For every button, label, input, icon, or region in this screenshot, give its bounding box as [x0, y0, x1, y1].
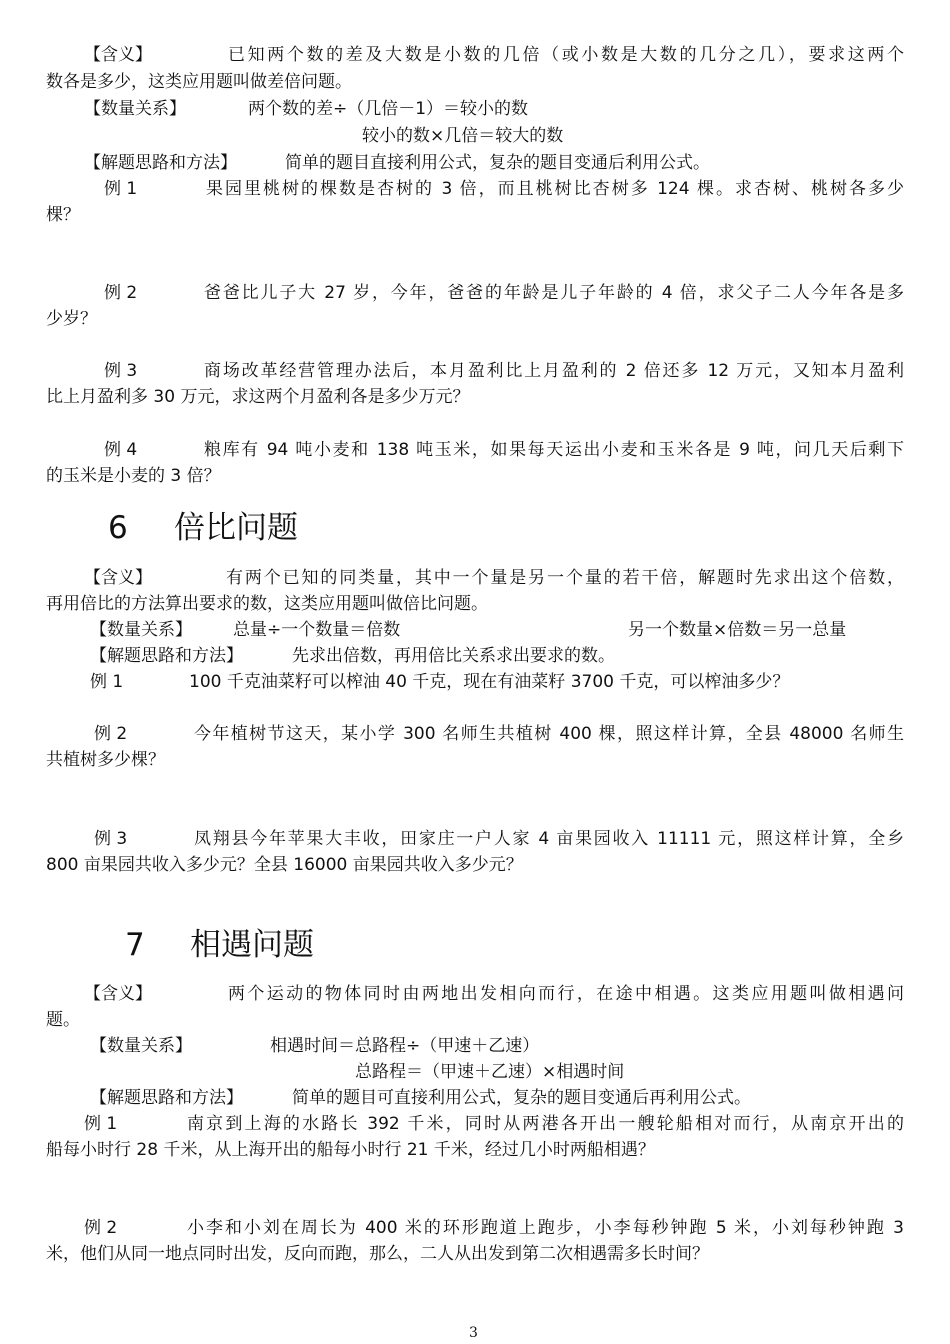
- s6-def-line2: 再用倍比的方法算出要求的数，这类应用题叫做倍比问题。: [46, 594, 488, 614]
- s6-rel-formula2: 另一个数量×倍数＝另一总量: [628, 620, 847, 640]
- s6-def-label: 【含义】: [84, 568, 152, 588]
- s7-method-label: 【解题思路和方法】: [90, 1088, 243, 1108]
- s7-heading-title: 相遇问题: [190, 927, 314, 963]
- s5-method-label: 【解题思路和方法】: [84, 153, 237, 173]
- s5-def-line2: 数各是多少，这类应用题叫做差倍问题。: [46, 72, 352, 92]
- s5-ex1-line1: 果园里桃树的棵数是杏树的 3 倍，而且桃树比杏树多 124 棵。求杏树、桃树各多少: [206, 179, 904, 199]
- s5-ex2-label: 例 2: [104, 283, 138, 303]
- s6-method-label: 【解题思路和方法】: [90, 646, 243, 666]
- s7-method-text: 简单的题目可直接利用公式，复杂的题目变通后再利用公式。: [292, 1088, 751, 1108]
- s6-method-text: 先求出倍数，再用倍比关系求出要求的数。: [292, 646, 615, 666]
- s6-rel-formula1: 总量÷一个数量＝倍数: [233, 620, 401, 640]
- s5-ex3-label: 例 3: [104, 361, 138, 381]
- s7-def-line1: 两个运动的物体同时由两地出发相向而行，在途中相遇。这类应用题叫做相遇问: [228, 984, 904, 1004]
- s6-rel-label: 【数量关系】: [90, 620, 192, 640]
- s7-ex1-line2: 船每小时行 28 千米，从上海开出的船每小时行 21 千米，经过几小时两船相遇？: [46, 1140, 655, 1160]
- s6-ex3-line2: 800 亩果园共收入多少元？全县 16000 亩果园共收入多少元？: [46, 855, 523, 875]
- s6-def-line1: 有两个已知的同类量，其中一个量是另一个量的若干倍，解题时先求出这个倍数，: [226, 568, 904, 588]
- s6-ex1-label: 例 1: [90, 672, 124, 692]
- s5-ex2-line1: 爸爸比儿子大 27 岁，今年，爸爸的年龄是儿子年龄的 4 倍，求父子二人今年各是多: [204, 283, 904, 303]
- s6-ex1-line1: 100 千克油菜籽可以榨油 40 千克，现在有油菜籽 3700 千克，可以榨油多少？: [189, 672, 790, 692]
- s7-rel-formula1: 相遇时间＝总路程÷（甲速＋乙速）: [270, 1036, 540, 1056]
- s5-rel-formula2: 较小的数×几倍＝较大的数: [362, 126, 564, 146]
- s7-heading-number: 7: [125, 927, 145, 963]
- s5-ex1-line2: 棵？: [46, 205, 80, 225]
- s6-ex3-label: 例 3: [94, 829, 128, 849]
- s5-ex2-line2: 少岁？: [46, 309, 97, 329]
- s6-heading-number: 6: [108, 510, 128, 546]
- s5-def-line1: 已知两个数的差及大数是小数的几倍（或小数是大数的几分之几），要求这两个: [228, 45, 904, 65]
- s5-ex3-line1: 商场改革经营管理办法后，本月盈利比上月盈利的 2 倍还多 12 万元，又知本月盈利: [204, 361, 904, 381]
- s5-ex4-label: 例 4: [104, 440, 138, 460]
- s7-rel-formula2: 总路程＝（甲速＋乙速）×相遇时间: [355, 1062, 625, 1082]
- s5-ex1-label: 例 1: [104, 179, 138, 199]
- s6-ex2-line1: 今年植树节这天，某小学 300 名师生共植树 400 棵，照这样计算，全县 48000 名师生: [194, 724, 904, 744]
- s5-rel-label: 【数量关系】: [84, 99, 186, 119]
- s7-ex2-line1: 小李和小刘在周长为 400 米的环形跑道上跑步，小李每秒钟跑 5 米，小刘每秒钟跑 3: [187, 1218, 904, 1238]
- s7-ex1-line1: 南京到上海的水路长 392 千米，同时从两港各开出一艘轮船相对而行，从南京开出的: [187, 1114, 904, 1134]
- s5-rel-formula1: 两个数的差÷（几倍－1）＝较小的数: [248, 99, 529, 119]
- s6-ex3-line1: 凤翔县今年苹果大丰收，田家庄一户人家 4 亩果园收入 11111 元，照这样计算，全乡: [194, 829, 904, 849]
- s6-ex2-line2: 共植树多少棵？: [46, 750, 165, 770]
- s7-rel-label: 【数量关系】: [90, 1036, 192, 1056]
- s7-ex1-label: 例 1: [84, 1114, 118, 1134]
- s7-def-line2: 题。: [46, 1010, 80, 1030]
- s5-ex4-line2: 的玉米是小麦的 3 倍？: [46, 466, 221, 486]
- s6-heading-title: 倍比问题: [174, 510, 298, 546]
- s7-ex2-label: 例 2: [84, 1218, 118, 1238]
- page-number: 3: [469, 1325, 478, 1341]
- s5-def-label: 【含义】: [84, 45, 152, 65]
- s5-ex4-line1: 粮库有 94 吨小麦和 138 吨玉米，如果每天运出小麦和玉米各是 9 吨，问几天后剩下: [204, 440, 904, 460]
- s7-ex2-line2: 米，他们从同一地点同时出发，反向而跑，那么，二人从出发到第二次相遇需多长时间？: [46, 1244, 709, 1264]
- s5-method-text: 简单的题目直接利用公式，复杂的题目变通后利用公式。: [285, 153, 710, 173]
- s6-ex2-label: 例 2: [94, 724, 128, 744]
- s5-ex3-line2: 比上月盈利多 30 万元，求这两个月盈利各是多少万元？: [46, 387, 470, 407]
- s7-def-label: 【含义】: [84, 984, 152, 1004]
